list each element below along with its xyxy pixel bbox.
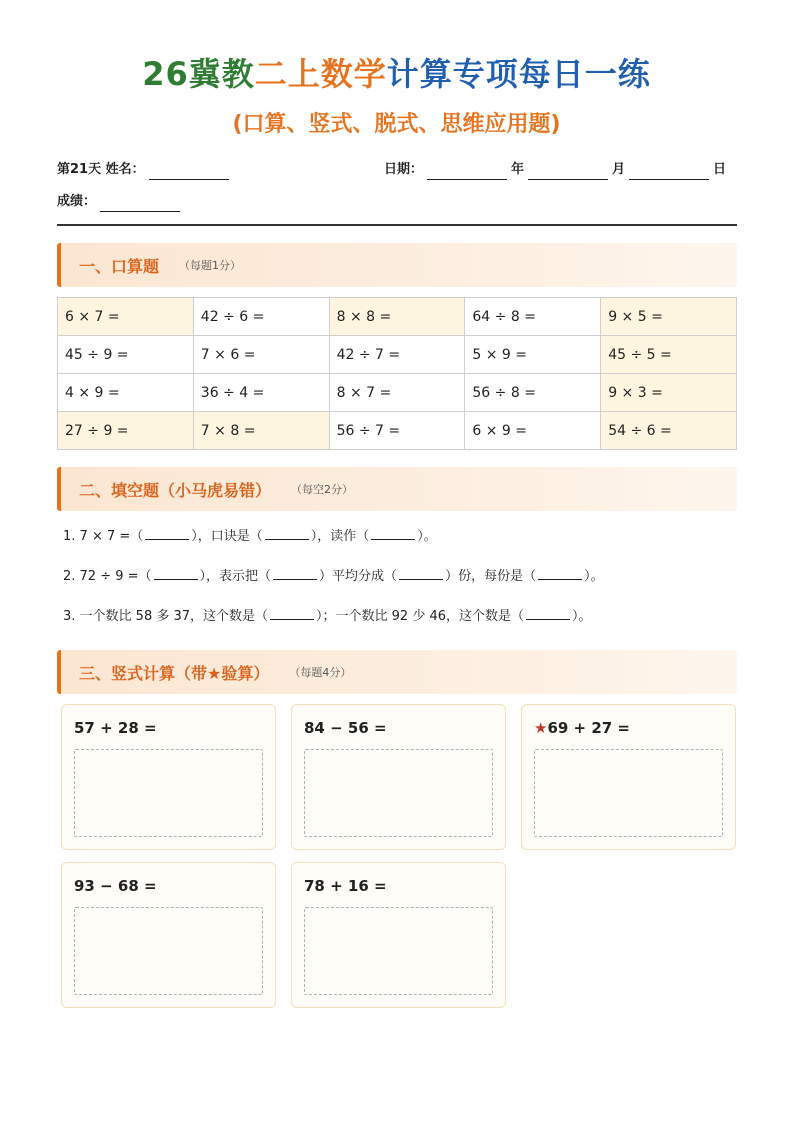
q3-text-c: ）。: [572, 609, 592, 624]
answer-blank[interactable]: [526, 608, 570, 620]
problem-expression: 78 + 16 =: [304, 877, 387, 895]
year-field[interactable]: [427, 166, 507, 180]
vertical-calc-card: [61, 862, 276, 1008]
problem-text: 69 + 27 =: [547, 719, 631, 737]
section-2-header: [57, 467, 737, 511]
table-row: [58, 374, 737, 412]
q1-text-b: ），口诀是（: [191, 529, 263, 544]
page-title: [0, 52, 793, 96]
q1-text-c: ），读作（: [310, 529, 370, 544]
answer-blank[interactable]: [154, 568, 198, 580]
answer-blank[interactable]: [273, 568, 317, 580]
problem-cell[interactable]: 64 ÷ 8 =: [465, 298, 601, 336]
date-label: 日期：: [384, 162, 424, 177]
section-1-title: 一、口算题: [79, 256, 160, 276]
work-area[interactable]: [534, 749, 723, 837]
section-2-title: 二、填空题（小马虎易错）: [79, 480, 272, 500]
title-part-2: 二上数学: [254, 55, 387, 93]
section-1-header: [57, 243, 737, 287]
table-row: [58, 336, 737, 374]
table-row: [58, 298, 737, 336]
score-row: [57, 192, 184, 212]
q1-text-d: ）。: [417, 529, 437, 544]
section-3-header: [57, 650, 737, 694]
title-part-3: 计算专项每日一练: [386, 55, 651, 93]
score-label: 成绩：: [57, 194, 97, 209]
problem-cell[interactable]: 27 ÷ 9 =: [58, 412, 194, 450]
work-area[interactable]: [304, 749, 493, 837]
day-char-label: 日: [713, 162, 727, 177]
answer-blank[interactable]: [399, 568, 443, 580]
fill-question-2: [63, 567, 604, 587]
problem-expression: 57 + 28 =: [74, 719, 157, 737]
work-area[interactable]: [304, 907, 493, 995]
q2-text-d: ）份，每份是（: [445, 569, 537, 584]
problem-cell[interactable]: 7 × 8 =: [193, 412, 329, 450]
section-2-note: （每空2分）: [291, 483, 354, 496]
problem-cell[interactable]: 8 × 8 =: [329, 298, 465, 336]
table-row: [58, 412, 737, 450]
day-field[interactable]: [629, 166, 709, 180]
score-field[interactable]: [100, 198, 180, 212]
work-area[interactable]: [74, 749, 263, 837]
oral-calc-table: [57, 297, 737, 450]
page-subtitle: (口算、竖式、脱式、思维应用题): [232, 112, 561, 137]
section-3-note: （每题4分）: [289, 666, 352, 679]
q2-text-a: 2. 72 ÷ 9 =（: [63, 569, 152, 584]
year-label: 年: [511, 162, 525, 177]
problem-cell[interactable]: 42 ÷ 6 =: [193, 298, 329, 336]
answer-blank[interactable]: [371, 528, 415, 540]
problem-cell[interactable]: 6 × 9 =: [465, 412, 601, 450]
name-field[interactable]: [149, 166, 229, 180]
vertical-calc-card: [291, 862, 506, 1008]
fill-question-3: [63, 607, 592, 627]
problem-cell[interactable]: 42 ÷ 7 =: [329, 336, 465, 374]
title-part-1: 26冀教: [142, 55, 255, 93]
work-area[interactable]: [74, 907, 263, 995]
q2-text-c: ）平均分成（: [319, 569, 398, 584]
problem-cell[interactable]: 8 × 7 =: [329, 374, 465, 412]
problem-cell[interactable]: 56 ÷ 7 =: [329, 412, 465, 450]
q1-text-a: 1. 7 × 7 =（: [63, 529, 144, 544]
q3-text-a: 3. 一个数比 58 多 37，这个数是（: [63, 609, 269, 624]
name-row: [57, 160, 233, 180]
header-divider: [57, 224, 737, 226]
month-field[interactable]: [528, 166, 608, 180]
day-label: 第21天: [57, 162, 102, 177]
problem-expression: 84 − 56 =: [304, 719, 387, 737]
q2-text-e: ）。: [584, 569, 604, 584]
q3-text-b: ）；一个数比 92 少 46，这个数是（: [316, 609, 525, 624]
problem-cell[interactable]: 9 × 5 =: [601, 298, 737, 336]
answer-blank[interactable]: [145, 528, 189, 540]
problem-cell[interactable]: 54 ÷ 6 =: [601, 412, 737, 450]
problem-cell[interactable]: 45 ÷ 9 =: [58, 336, 194, 374]
month-label: 月: [612, 162, 626, 177]
problem-cell[interactable]: 7 × 6 =: [193, 336, 329, 374]
fill-question-1: [63, 527, 437, 547]
answer-blank[interactable]: [270, 608, 314, 620]
vertical-calc-card: [61, 704, 276, 850]
problem-cell[interactable]: 9 × 3 =: [601, 374, 737, 412]
problem-cell[interactable]: 45 ÷ 5 =: [601, 336, 737, 374]
vertical-calc-card: [521, 704, 736, 850]
answer-blank[interactable]: [265, 528, 309, 540]
problem-cell[interactable]: 56 ÷ 8 =: [465, 374, 601, 412]
q2-text-b: ），表示把（: [199, 569, 272, 584]
problem-expression: 93 − 68 =: [74, 877, 157, 895]
star-icon: ★: [534, 719, 548, 737]
problem-cell[interactable]: 36 ÷ 4 =: [193, 374, 329, 412]
section-3-title: 三、竖式计算（带★验算）: [79, 663, 270, 683]
date-row: [384, 160, 726, 180]
problem-cell[interactable]: 4 × 9 =: [58, 374, 194, 412]
answer-blank[interactable]: [538, 568, 582, 580]
problem-expression: [534, 719, 630, 737]
vertical-calc-card: [291, 704, 506, 850]
problem-cell[interactable]: 5 × 9 =: [465, 336, 601, 374]
problem-cell[interactable]: 6 × 7 =: [58, 298, 194, 336]
name-label: 姓名：: [105, 162, 145, 177]
section-1-note: （每题1分）: [179, 259, 242, 272]
